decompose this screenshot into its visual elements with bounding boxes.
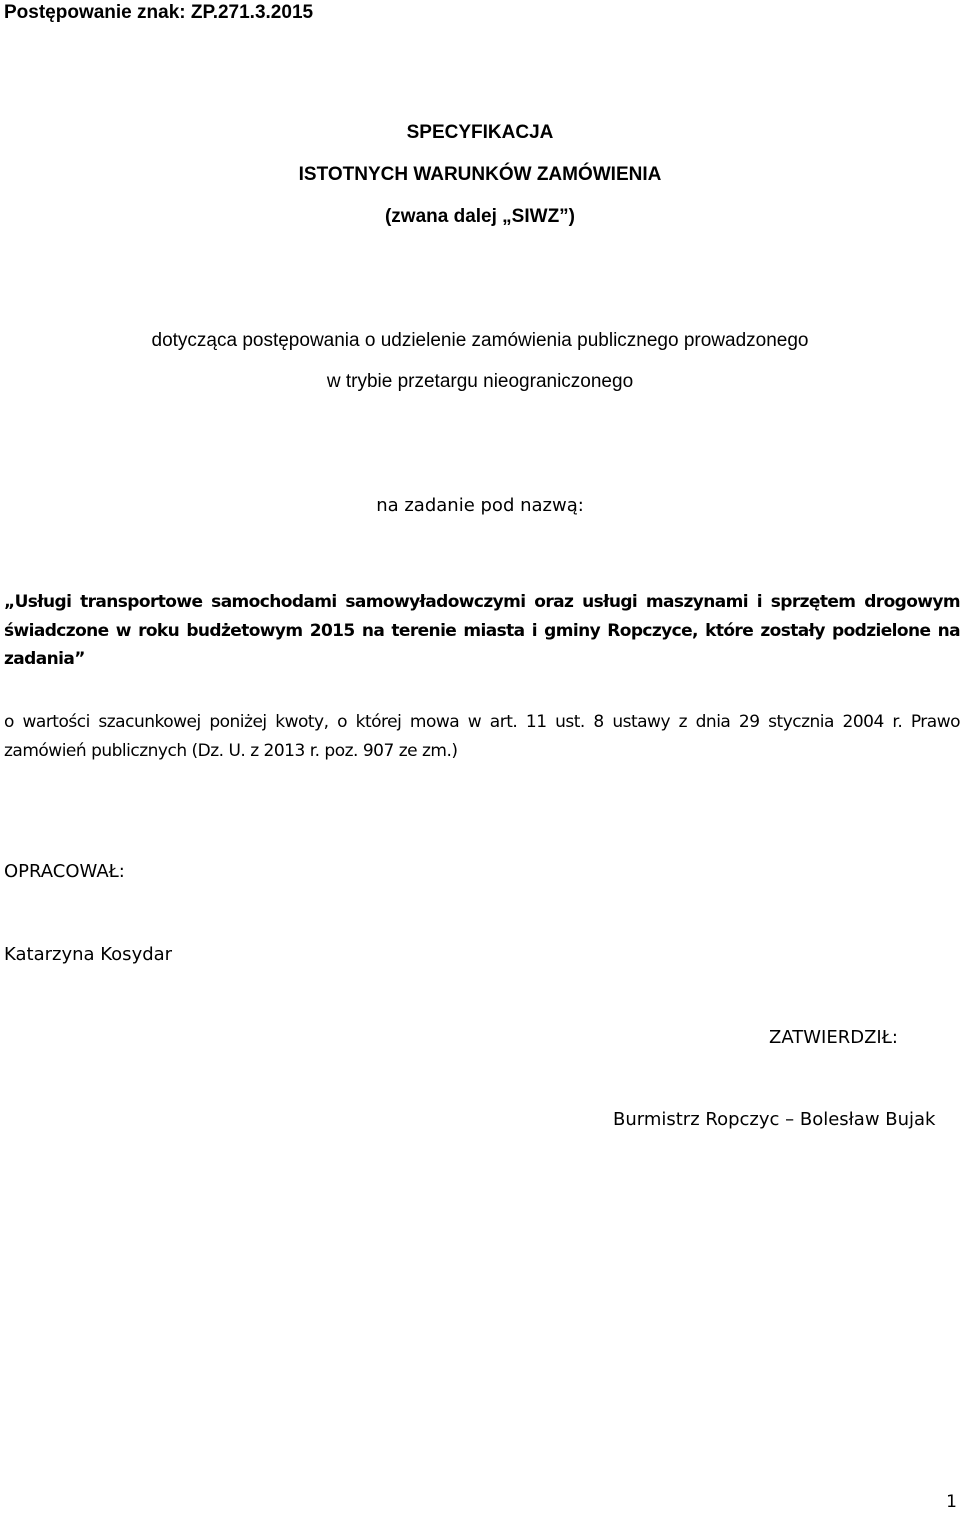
approved-by-label: ZATWIERDZIŁ: — [769, 1027, 898, 1048]
estimated-value-statement: o wartości szacunkowej poniżej kwoty, o której mowa w art. 11 ust. 8 ustawy z dnia 29 stycznia 2004 r. Prawo zamówień publicznych (Dz. U. z 2013 r. poz. 907 ze zm.) — [4, 712, 960, 761]
title-specification: SPECYFIKACJA — [406, 122, 554, 143]
document-reference: Postępowanie znak: ZP.271.3.2015 — [4, 2, 314, 23]
task-name: „Usługi transportowe samochodami samowyładowczymi oraz usługi maszynami i sprzętem drogowym świadczone w roku budżetowym 2015 na terenie miasta i gminy Ropczyce, które zostały podzielone na zadania” — [4, 592, 960, 669]
prepared-by-name: Katarzyna Kosydar — [4, 944, 173, 965]
subtitle-mode: w trybie przetargu nieograniczonego — [326, 371, 634, 392]
approved-by-name: Burmistrz Ropczyc – Bolesław Bujak — [613, 1109, 936, 1130]
task-intro: na zadanie pod nazwą: — [376, 495, 584, 516]
title-abbreviation: (zwana dalej „SIWZ”) — [384, 206, 576, 227]
prepared-by-label: OPRACOWAŁ: — [4, 861, 125, 882]
page-number: 1 — [946, 1492, 957, 1512]
subtitle-procedure: dotycząca postępowania o udzielenie zamówienia publicznego prowadzonego — [151, 330, 809, 351]
title-essential-terms: ISTOTNYCH WARUNKÓW ZAMÓWIENIA — [298, 164, 662, 185]
